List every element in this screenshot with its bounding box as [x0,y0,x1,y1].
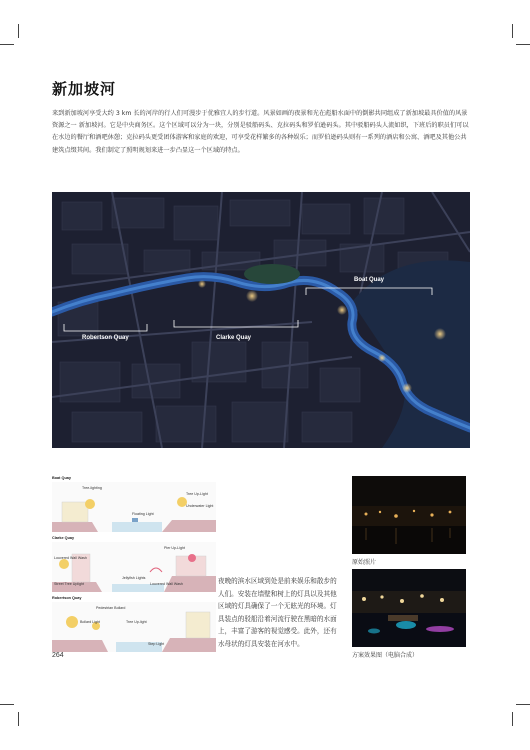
clarke-quay-label: Clarke Quay [216,335,252,341]
robertson-quay-label: Robertson Quay [82,335,129,341]
original-photo-caption: 原始照片 [352,559,377,566]
page-number: 264 [52,652,64,659]
section-label: Louvered Wall Wash [54,556,87,560]
section-heading: Boat Quay [52,476,71,480]
proposal-rendering-caption: 方案效果图（电脑合成） [352,652,419,659]
robertson-quay-section-drawing [52,602,216,652]
section-heading: Clarke Quay [52,536,75,540]
section-label: Pier Up-Light [164,546,185,550]
proposal-rendering-image [352,569,466,647]
section-label: Floating Light [132,512,154,516]
section-label: Step Light [148,642,165,646]
section-label: Louvered Wall Wash [150,582,183,586]
boat-quay-section [52,482,216,532]
clarke-quay-section [52,542,216,592]
night-map-graphic [52,192,470,448]
section-label: Tree-lighting [82,486,102,490]
section-label: Pedestrian Bollard [96,606,126,610]
section-heading: Robertson Quay [52,596,82,600]
section-label: Underwater Light [186,504,214,508]
body-paragraph: 夜晚的滨水区域到处是前来娱乐和散步的人们。安装在墙壁和树上的灯具以及其他区域的灯具确保了一个无眩光的环境。灯具装点的驳船沿着河流行驶在黑暗的水面上，丰富了游客的视觉感受。此外，还有水母状的灯具安装在河水中。 [218,577,337,648]
lighting-section-diagrams [52,476,216,650]
original-photo [352,476,466,554]
night-map [52,192,470,448]
section-label: Bollard Light [80,620,100,624]
intro-paragraph: 来到新加坡河享受大约 3 km 长的河岸的行人们可漫步于优雅宜人的步行道。风景如画的夜景和光在彪船水面中的倒影共同组成了新加坡最具价值的风景资源之一 新加坡河。它是中央商务区。这个区域可以分为一块，分别是驳船码头、克拉码头和罗伯逊码头。其中驳船码头人流如织，下班后的职员们可以在水边的餐厅和酒吧休憩；克拉码头更受团体游客和家庭的欢迎，可享受花样繁多的各种娱乐；而罗伯逊码头则有一系列的酒店和公寓、酒吧及其他公共建筑点缀其间。我们制定了照明规划来进一步凸显这一个区域的特点。 [52,110,469,154]
robertson-quay-section [52,602,216,652]
section-label: Tree Up-Light [186,492,208,496]
crop-mark [516,44,530,45]
crop-mark [512,24,513,38]
crop-mark [0,704,14,705]
original-photo-image [352,476,466,554]
page-title: 新加坡河 [52,80,117,98]
section-label: Street Tree Uplight [54,582,84,586]
crop-mark [18,24,19,38]
crop-mark [0,44,14,45]
crop-mark [18,712,19,726]
crop-mark [512,712,513,726]
crop-mark [516,704,530,705]
section-label: Tree Up-light [126,620,147,624]
section-label: Jellyfish Lights [122,576,146,580]
proposal-rendering [352,569,466,647]
boat-quay-label: Boat Quay [354,277,385,283]
